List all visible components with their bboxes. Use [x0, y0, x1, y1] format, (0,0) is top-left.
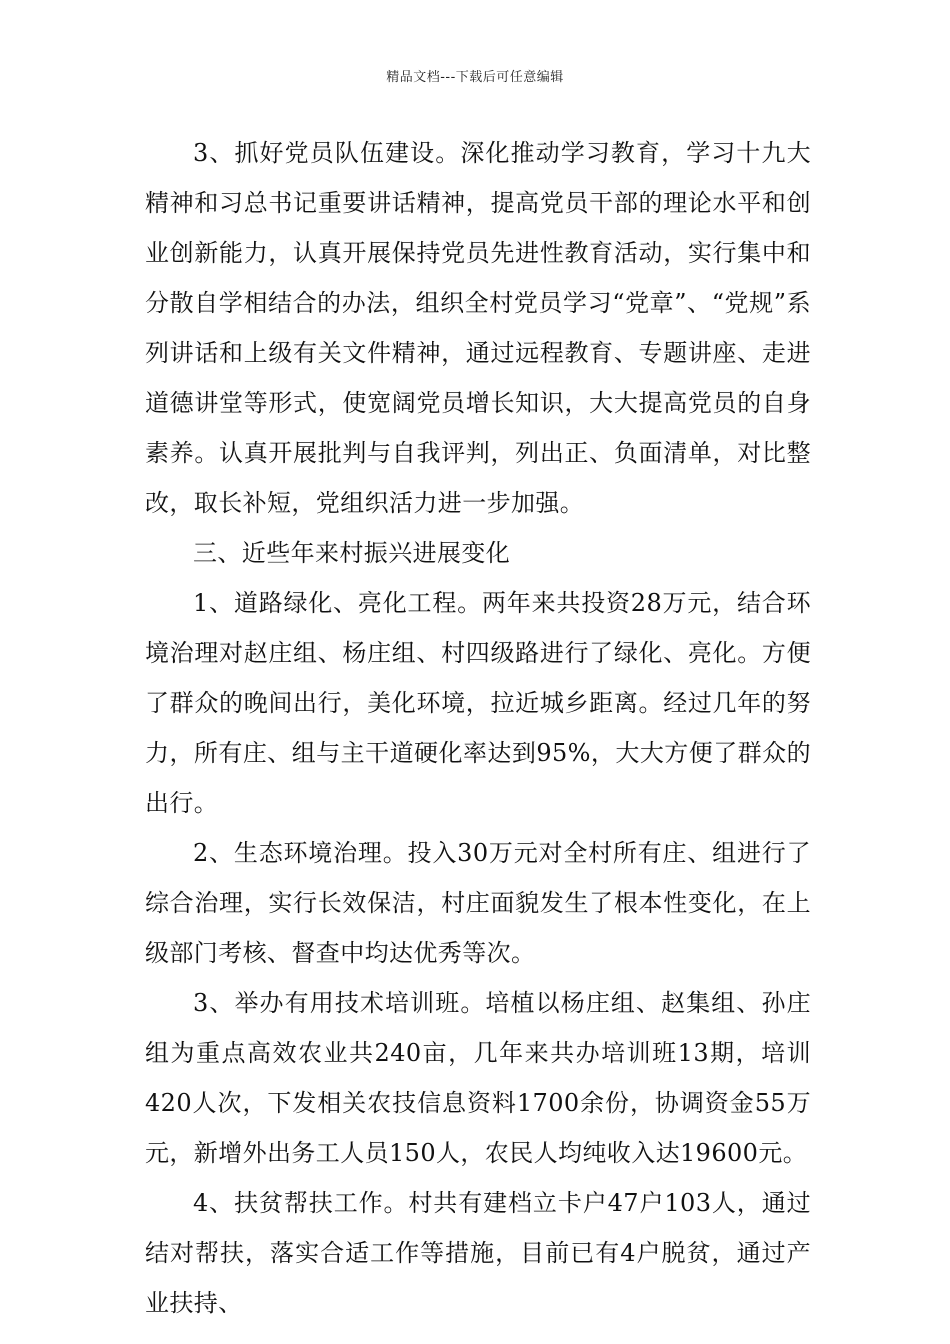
- paragraph-technical-training: 3、举办有用技术培训班。培植以杨庄组、赵集组、孙庄组为重点高效农业共240亩，几年来共办培训班13期，培训420人次，下发相关农技信息资料1700余份，协调资金55万元，新增外出务工人员150人，农民人均纯收入达19600元。: [145, 989, 811, 1167]
- page-header: 精品文档---下载后可任意编辑: [386, 70, 564, 85]
- section-heading-village-revitalization: 三、近些年来村振兴进展变化: [193, 539, 511, 567]
- document-body: [145, 128, 811, 1328]
- paragraph-road-greening: 1、道路绿化、亮化工程。两年来共投资28万元，结合环境治理对赵庄组、杨庄组、村四级路进行了绿化、亮化。方便了群众的晚间出行，美化环境，拉近城乡距离。经过几年的努力，所有庄、组与主干道硬化率达到95%，大大方便了群众的出行。: [145, 589, 811, 817]
- paragraph-party-member-building: 3、抓好党员队伍建设。深化推动学习教育，学习十九大精神和习总书记重要讲话精神，提高党员干部的理论水平和创业创新能力，认真开展保持党员先进性教育活动，实行集中和分散自学相结合的办法，组织全村党员学习“党章”、“党规”系列讲话和上级有关文件精神，通过远程教育、专题讲座、走进道德讲堂等形式，使宽阔党员增长知识，大大提高党员的自身素养。认真开展批判与自我评判，列出正、负面清单，对比整改，取长补短，党组织活力进一步加强。: [145, 139, 811, 517]
- paragraph-ecological-environment: 2、生态环境治理。投入30万元对全村所有庄、组进行了综合治理，实行长效保洁，村庄面貌发生了根本性变化，在上级部门考核、督查中均达优秀等次。: [145, 839, 811, 967]
- paragraph-poverty-alleviation: 4、扶贫帮扶工作。村共有建档立卡户47户103人，通过结对帮扶，落实合适工作等措施，目前已有4户脱贫，通过产业扶持、: [145, 1189, 811, 1317]
